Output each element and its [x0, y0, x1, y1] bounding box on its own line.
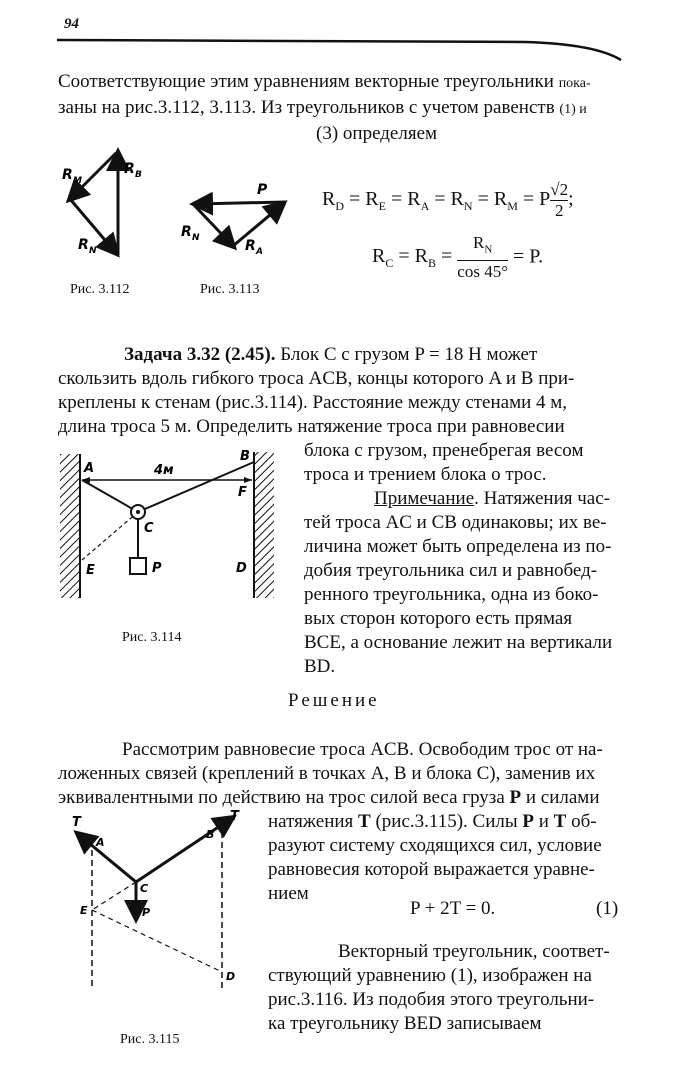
- solution-line-4-end: об-: [571, 811, 597, 832]
- problem-line-2: скользить вдоль гибкого троса ACB, концы которого A и B при-: [58, 368, 575, 389]
- label-c-114: C: [144, 521, 154, 536]
- label-p-114: P: [152, 561, 162, 576]
- right-wall: [254, 452, 274, 598]
- vector-ra: [233, 204, 283, 246]
- figure-3-115: [70, 810, 250, 1010]
- page-number: 94: [64, 16, 79, 32]
- figure-3-112: [60, 145, 140, 265]
- label-rb-b: B: [135, 170, 142, 180]
- note-line-6: вых сторон которого есть прямая: [304, 608, 573, 629]
- top-line-1: Соответствующие этим уравнениям векторные треугольники: [58, 71, 554, 92]
- solution-line-4-and: и: [538, 811, 549, 832]
- equation-1: $R_D = R_E = R_A = R_N = R_M = P$ $\frac{√2}{2}$ ;: [322, 180, 574, 220]
- label-t-right: T: [230, 809, 239, 824]
- note-line-2: тей троса AC и CB одинаковы; их ве-: [304, 512, 607, 533]
- label-e-115: E: [80, 904, 88, 917]
- top-line-2-tail: (1) и: [559, 102, 587, 117]
- solution-line-4-bold: T: [358, 811, 371, 832]
- line-ce-115: [92, 882, 136, 910]
- solution-side-text: [268, 810, 630, 906]
- solution-side-text-2: [268, 940, 630, 1036]
- caption-3-115: Рис. 3.115: [120, 1032, 180, 1047]
- solution-line-4-p: P: [522, 811, 534, 832]
- figure-3-113: [175, 180, 295, 260]
- equation-3-number: (1): [596, 898, 619, 919]
- note-line-1: . Натяжения час-: [474, 488, 610, 509]
- vector-p: [195, 202, 285, 204]
- note-line-4: добия треугольника сил и равнобед-: [304, 560, 598, 581]
- label-ra-r: R: [245, 238, 256, 254]
- solution-line-4-tail: (рис.3.115). Силы: [375, 811, 518, 832]
- caption-3-113: Рис. 3.113: [200, 282, 260, 297]
- line-ce: [82, 512, 138, 560]
- note-line-5: ренного треугольника, одна из боко-: [304, 584, 599, 605]
- label-t-left: T: [72, 815, 81, 830]
- solution-line-3: эквивалентными по действию на трос силой веса груза: [58, 787, 505, 808]
- problem-text: [58, 343, 626, 439]
- vector-t-right: [136, 818, 232, 882]
- solution-line-3-tail: и силами: [525, 787, 600, 808]
- label-rb-r: R: [124, 161, 135, 177]
- problem-line-4: длина троса 5 м. Определить натяжение троса при равновесии: [58, 416, 565, 437]
- left-wall: [60, 454, 80, 598]
- solution-line-4: натяжения: [268, 811, 354, 832]
- label-d-115: D: [226, 970, 236, 983]
- solution-text: [58, 738, 626, 810]
- label-rm-r: R: [62, 167, 73, 183]
- label-rn-r-113: R: [181, 224, 192, 240]
- label-rm-m: M: [73, 176, 82, 186]
- cable-ac: [82, 480, 138, 512]
- label-p-115: P: [142, 906, 151, 919]
- solution-line-9: ствующий уравнению (1), изображен на: [268, 965, 592, 986]
- top-line-2: заны на рис.3.112, 3.113. Из треугольников с учетом равенств: [58, 97, 555, 118]
- equation-2: $R_C = R_B$ = $\frac{R_N}{\cos 45^\circ}$ = P.: [372, 233, 544, 282]
- label-rn-n-113: N: [192, 233, 200, 243]
- problem-line-5: блока с грузом, пренебрегая весом: [304, 440, 584, 461]
- top-line-3: (3) определяем: [316, 123, 438, 144]
- label-f: F: [238, 485, 247, 500]
- label-d-114: D: [236, 561, 247, 576]
- caption-3-112: Рис. 3.112: [70, 282, 130, 297]
- problem-line-6: троса и трением блока о трос.: [304, 464, 547, 485]
- solution-line-4-t: T: [553, 811, 567, 832]
- caption-3-114: Рис. 3.114: [122, 630, 182, 645]
- vector-rn: [70, 199, 116, 253]
- label-a-115: A: [96, 836, 105, 849]
- solution-line-11: ка треугольнику BED записываем: [268, 1013, 542, 1034]
- note-label: Примечание: [374, 488, 475, 509]
- problem-title: Задача 3.32 (2.45).: [124, 344, 276, 365]
- problem-side-text: [304, 439, 634, 679]
- line-ed: [92, 910, 222, 972]
- top-paragraph: [58, 70, 658, 146]
- equation-3: P + 2T = 0.: [410, 898, 496, 919]
- solution-line-2: ложенных связей (креплений в точках A, B и блока C), заменив их: [58, 763, 596, 784]
- solution-line-7: нием: [268, 883, 309, 904]
- problem-line-1: Блок С с грузом P = 18 Н может: [280, 344, 538, 365]
- label-c-115: C: [140, 882, 149, 895]
- solution-heading: Решение: [288, 690, 380, 711]
- header-rule: [55, 36, 625, 66]
- top-line-1-tail: пока-: [558, 76, 591, 91]
- label-rn-r: R: [78, 237, 89, 253]
- problem-line-3: креплены к стенам (рис.3.114). Расстояние между стенами 4 м,: [58, 392, 568, 413]
- label-rn-n: N: [89, 246, 97, 256]
- solution-line-6: равновесия которой выражается уравне-: [268, 859, 595, 880]
- label-b-115: B: [206, 828, 215, 841]
- figure-3-114: [58, 448, 278, 608]
- solution-line-10: рис.3.116. Из подобия этого треугольни-: [268, 989, 595, 1010]
- vector-t-left: [78, 834, 136, 882]
- label-b-114: B: [240, 449, 250, 464]
- note-line-8: BD.: [304, 656, 336, 677]
- label-e-114: E: [86, 563, 95, 578]
- label-ra-a: A: [256, 247, 263, 257]
- note-line-3: личина может быть определена из по-: [304, 536, 612, 557]
- note-line-7: BCE, а основание лежит на вертикали: [304, 632, 613, 653]
- solution-line-1: Рассмотрим равновесие троса ACB. Освободим трос от на-: [122, 739, 603, 760]
- solution-line-5: разуют систему сходящихся сил, условие: [268, 835, 602, 856]
- load-p: [130, 558, 146, 574]
- solution-line-3-bold: P: [509, 787, 522, 808]
- label-p-113: P: [257, 182, 268, 198]
- label-4m: 4м: [154, 463, 174, 478]
- solution-line-8: Векторный треугольник, соответ-: [338, 941, 610, 962]
- label-a-114: A: [84, 461, 95, 476]
